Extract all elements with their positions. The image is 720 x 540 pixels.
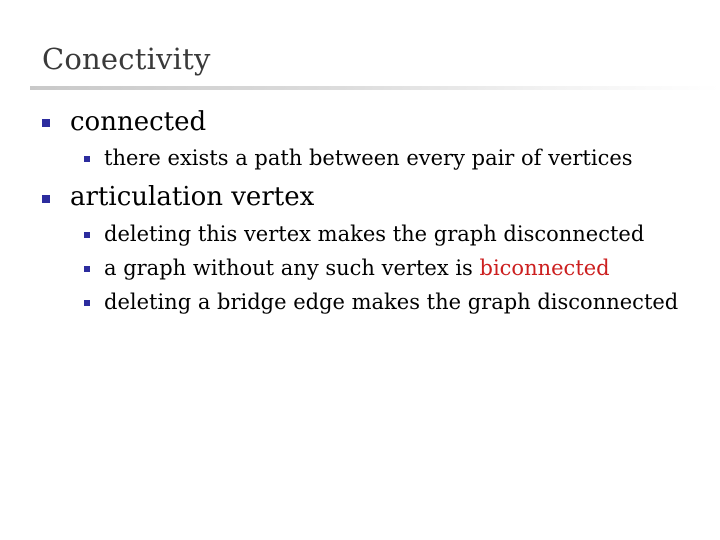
bullet-item-connected: connected (70, 107, 207, 137)
bullet-square-icon (84, 232, 90, 238)
bullet-item-articulation-vertex: articulation vertex (70, 182, 315, 212)
sub-bullet-text: a graph without any such vertex is (104, 256, 480, 280)
sub-bullet-item: deleting a bridge edge makes the graph disconnected (104, 290, 679, 314)
bullet-square-icon (42, 195, 50, 203)
sub-bullet-item (104, 256, 610, 280)
bullet-square-icon (84, 300, 90, 306)
bullet-square-icon (42, 119, 50, 127)
slide-title: Conectivity (42, 42, 211, 76)
bullet-square-icon (84, 156, 90, 162)
title-divider (30, 86, 720, 90)
bullet-square-icon (84, 266, 90, 272)
sub-bullet-item: there exists a path between every pair of vertices (104, 146, 633, 170)
highlighted-term: biconnected (479, 256, 610, 280)
sub-bullet-item: deleting this vertex makes the graph disconnected (104, 222, 645, 246)
